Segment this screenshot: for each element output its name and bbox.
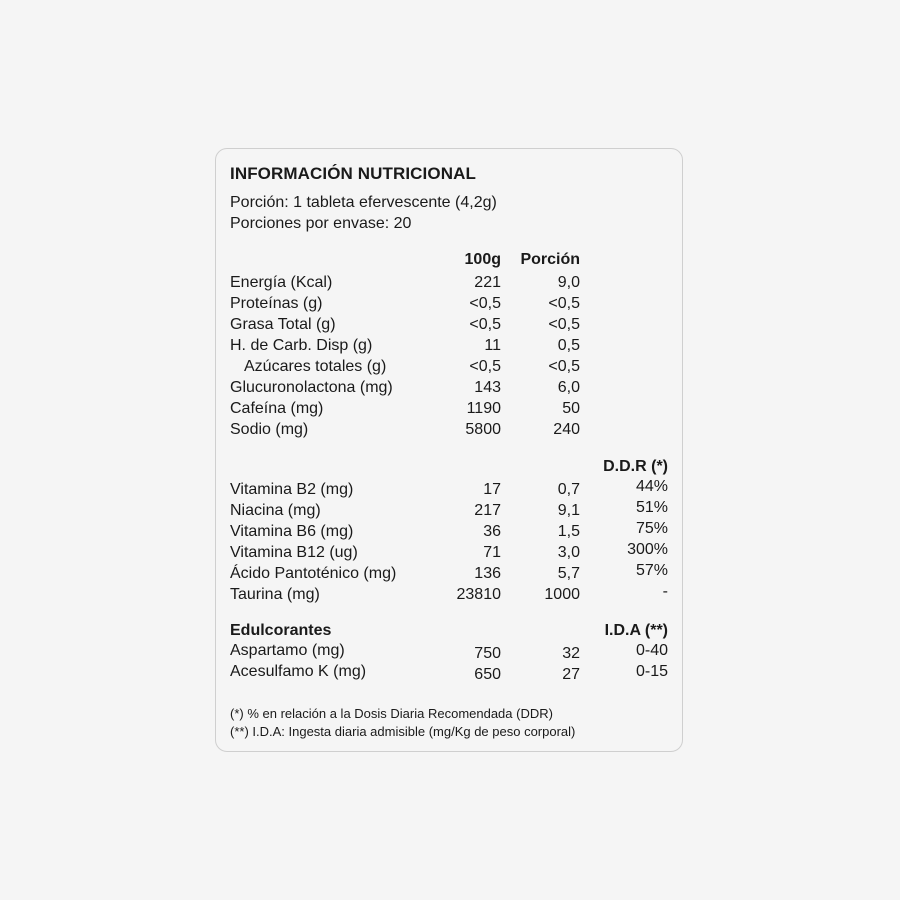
vitamin-portion: 5,7 — [557, 565, 580, 582]
nutrient-portion: <0,5 — [548, 316, 580, 333]
vitamin-ddr: 51% — [635, 499, 668, 516]
serving-size: Porción: 1 tableta efervescente (4,2g) — [230, 194, 497, 211]
nutrient-portion: 0,5 — [557, 337, 580, 354]
vitamin-ddr: 300% — [627, 541, 668, 558]
vitamin-ddr: 57% — [635, 562, 668, 579]
sweetener-label: Acesulfamo K (mg) — [230, 663, 367, 680]
sweeteners-heading: Edulcorantes — [230, 622, 332, 639]
header-per-100g: 100g — [464, 251, 501, 268]
vitamin-label: Vitamina B12 (ug) — [230, 544, 358, 561]
vitamin-per100g: 17 — [483, 481, 501, 498]
sweetener-label: Aspartamo (mg) — [230, 642, 345, 659]
nutrient-per100g: 1190 — [466, 400, 501, 417]
nutrient-per100g: 143 — [474, 379, 501, 396]
sweetener-portion: 27 — [562, 666, 580, 683]
nutrient-per100g: 11 — [484, 337, 501, 354]
nutrient-label: H. de Carb. Disp (g) — [230, 337, 373, 354]
vitamin-per100g: 136 — [474, 565, 501, 582]
sweetener-ida: 0-40 — [635, 642, 668, 659]
header-portion: Porción — [520, 251, 580, 268]
nutrient-per100g: <0,5 — [469, 358, 501, 375]
vitamin-portion: 1000 — [544, 586, 580, 603]
vitamin-portion: 9,1 — [557, 502, 580, 519]
nutrient-portion: 240 — [553, 421, 580, 438]
vitamin-per100g: 36 — [483, 523, 501, 540]
sweetener-per100g: 750 — [474, 645, 501, 662]
header-ddr: D.D.R (*) — [603, 458, 668, 475]
nutrient-per100g: 5800 — [465, 421, 501, 438]
vitamin-portion: 3,0 — [557, 544, 580, 561]
vitamin-portion: 1,5 — [557, 523, 580, 540]
sweetener-portion: 32 — [562, 645, 580, 662]
vitamin-label: Taurina (mg) — [230, 586, 320, 603]
vitamin-ddr: 44% — [635, 478, 668, 495]
sweetener-per100g: 650 — [474, 666, 501, 683]
nutrient-label: Proteínas (g) — [230, 295, 323, 312]
nutrient-label: Glucuronolactona (mg) — [230, 379, 393, 396]
nutrient-label: Energía (Kcal) — [230, 274, 333, 291]
vitamin-label: Niacina (mg) — [230, 502, 321, 519]
nutrient-label: Grasa Total (g) — [230, 316, 336, 333]
nutrient-label: Cafeína (mg) — [230, 400, 324, 417]
vitamin-per100g: 217 — [474, 502, 501, 519]
nutrient-portion: 50 — [562, 400, 580, 417]
nutrient-label: Azúcares totales (g) — [244, 358, 387, 375]
vitamin-ddr: 75% — [635, 520, 668, 537]
nutrient-portion: <0,5 — [548, 295, 580, 312]
sweetener-ida: 0-15 — [635, 663, 668, 680]
nutrient-per100g: <0,5 — [469, 295, 501, 312]
nutrient-portion: 9,0 — [557, 274, 580, 291]
vitamin-portion: 0,7 — [557, 481, 580, 498]
nutrition-title: INFORMACIÓN NUTRICIONAL — [230, 164, 476, 183]
vitamin-ddr: - — [662, 583, 668, 600]
footnote-ida: (**) I.D.A: Ingesta diaria admisible (mg/Kg de peso corporal) — [230, 724, 576, 739]
nutrition-facts-card — [215, 148, 683, 752]
servings-per-container: Porciones por envase: 20 — [230, 215, 412, 232]
vitamin-per100g: 23810 — [456, 586, 501, 603]
vitamin-label: Vitamina B2 (mg) — [230, 481, 354, 498]
vitamin-label: Vitamina B6 (mg) — [230, 523, 354, 540]
nutrient-portion: <0,5 — [548, 358, 580, 375]
header-ida: I.D.A (**) — [604, 622, 668, 639]
nutrient-portion: 6,0 — [557, 379, 580, 396]
footnote-ddr: (*) % en relación a la Dosis Diaria Recomendada (DDR) — [230, 706, 553, 721]
nutrient-label: Sodio (mg) — [230, 421, 309, 438]
nutrient-per100g: 221 — [474, 274, 501, 291]
vitamin-label: Ácido Pantoténico (mg) — [230, 565, 397, 582]
nutrient-per100g: <0,5 — [469, 316, 501, 333]
vitamin-per100g: 71 — [483, 544, 501, 561]
